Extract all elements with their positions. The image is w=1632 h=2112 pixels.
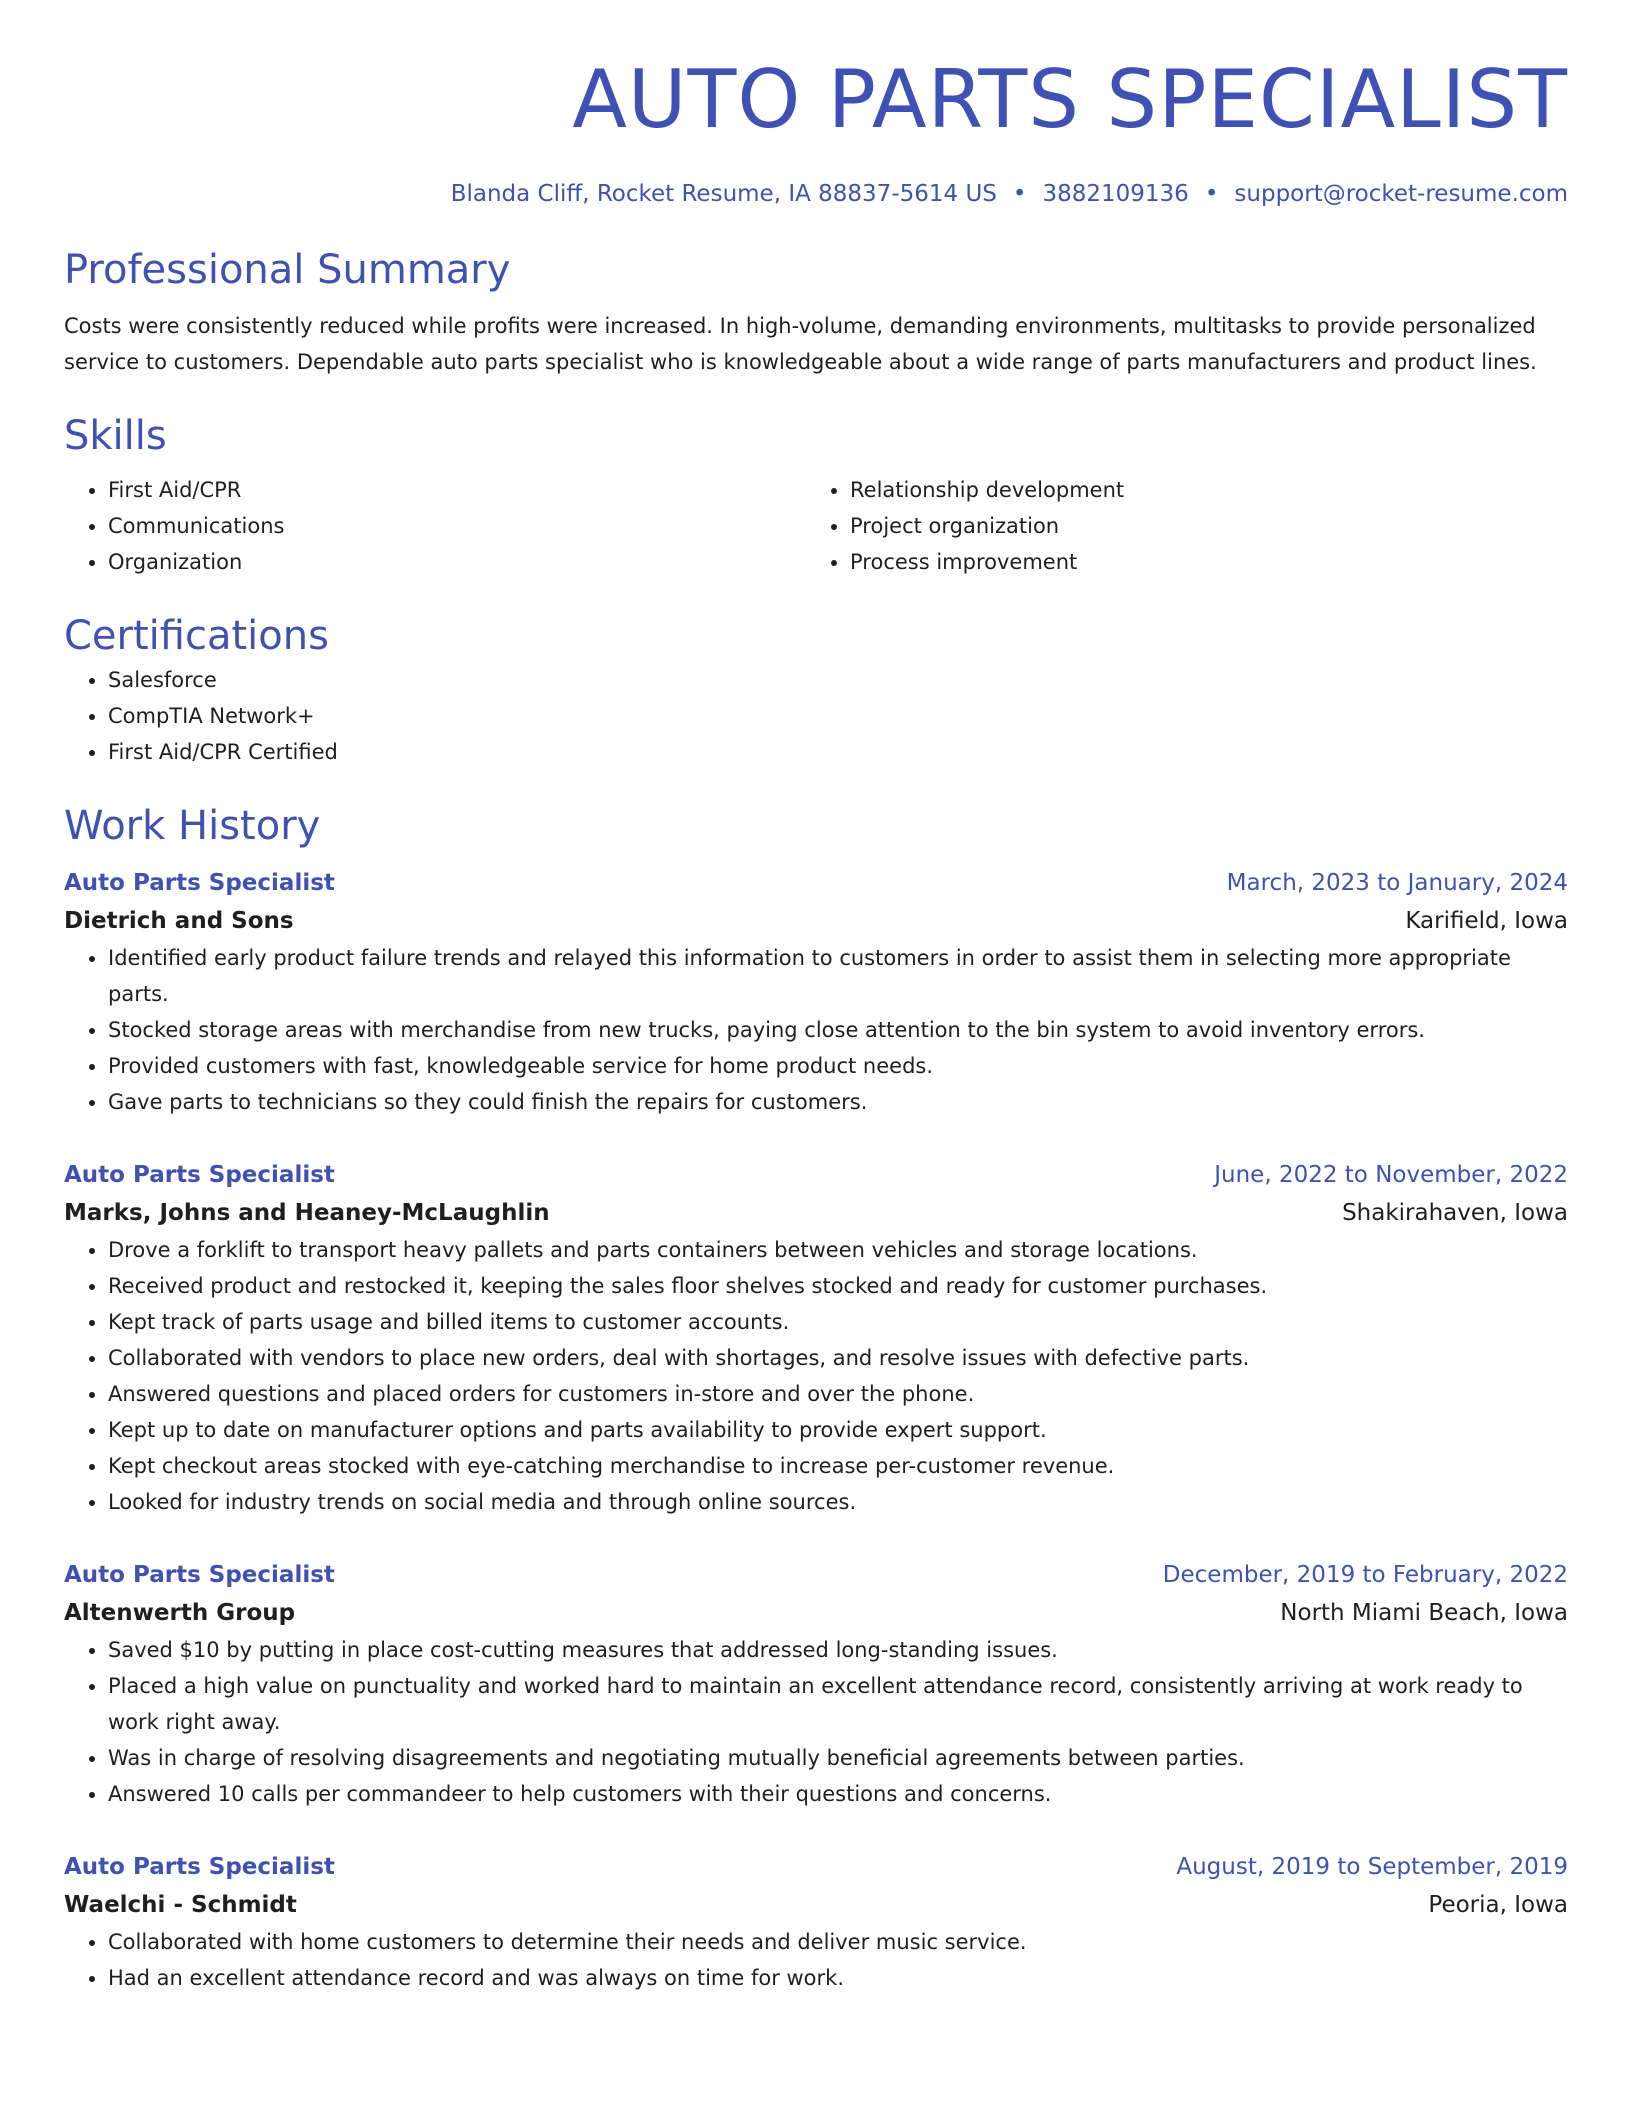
contact-address: Blanda Cliff, Rocket Resume, IA 88837-5614 US [450, 181, 997, 207]
job-bullet: • Stocked storage areas with merchandise from new trucks, paying close attention to the bin system to avoid inventory errors. [108, 1012, 1568, 1048]
skill-item: • First Aid/CPR [108, 472, 806, 508]
job-location: Karifield, Iowa [1405, 908, 1568, 934]
skills-heading: Skills [64, 413, 167, 459]
job-bullet: • Kept checkout areas stocked with eye-catching merchandise to increase per-customer revenue. [108, 1448, 1568, 1484]
skill-item: • Process improvement [850, 544, 1548, 580]
job-bullet: • Received product and restocked it, keeping the sales floor shelves stocked and ready for customer purchases. [108, 1268, 1568, 1304]
job-title-row [64, 864, 1568, 902]
contact-separator: • [1204, 181, 1219, 207]
contact-separator: • [1012, 181, 1027, 207]
job-bullet: • Kept track of parts usage and billed items to customer accounts. [108, 1304, 1568, 1340]
job-title-row [64, 1156, 1568, 1194]
certification-item: • Salesforce [108, 662, 1568, 698]
certifications-heading: Certifications [64, 613, 329, 659]
job-bullet: • Answered 10 calls per commandeer to help customers with their questions and concerns. [108, 1776, 1568, 1812]
skills-list-right [806, 472, 1548, 580]
job-dates: March, 2023 to January, 2024 [1226, 870, 1568, 896]
job-entry [64, 1156, 1568, 1520]
job-bullet-list [64, 1632, 1568, 1812]
contact-phone: 3882109136 [1042, 181, 1189, 207]
skills-column-right [806, 472, 1548, 580]
job-company-row [64, 902, 1568, 940]
skill-item: • Project organization [850, 508, 1548, 544]
job-company: Altenwerth Group [64, 1600, 296, 1626]
job-dates: December, 2019 to February, 2022 [1162, 1562, 1568, 1588]
job-company-row [64, 1886, 1568, 1924]
job-bullet: • Was in charge of resolving disagreements and negotiating mutually beneficial agreements between parties. [108, 1740, 1568, 1776]
job-title: Auto Parts Specialist [64, 1562, 335, 1588]
job-bullet: • Kept up to date on manufacturer options and parts availability to provide expert support. [108, 1412, 1568, 1448]
job-company: Dietrich and Sons [64, 908, 294, 934]
job-company: Waelchi - Schmidt [64, 1892, 297, 1918]
job-bullet: • Collaborated with home customers to determine their needs and deliver music service. [108, 1924, 1568, 1960]
job-bullet-list [64, 1924, 1568, 1996]
resume-title: AUTO PARTS SPECIALIST [572, 53, 1568, 146]
job-dates: June, 2022 to November, 2022 [1214, 1162, 1568, 1188]
job-location: North Miami Beach, Iowa [1280, 1600, 1568, 1626]
contact-email: support@rocket-resume.com [1234, 181, 1568, 207]
certification-item: • First Aid/CPR Certified [108, 734, 1568, 770]
job-title: Auto Parts Specialist [64, 870, 335, 896]
contact-line [64, 178, 1568, 210]
skill-item: • Organization [108, 544, 806, 580]
job-bullet: • Looked for industry trends on social media and through online sources. [108, 1484, 1568, 1520]
job-company-row [64, 1594, 1568, 1632]
certification-item: • CompTIA Network+ [108, 698, 1568, 734]
resume-page [64, 52, 1568, 1996]
job-bullet-list [64, 1232, 1568, 1520]
job-bullet-list [64, 940, 1568, 1120]
job-dates: August, 2019 to September, 2019 [1176, 1854, 1568, 1880]
summary-heading: Professional Summary [64, 247, 511, 293]
certifications-list [64, 662, 1568, 770]
job-entry [64, 864, 1568, 1120]
skills-list-left [64, 472, 806, 580]
job-bullet: • Saved $10 by putting in place cost-cutting measures that addressed long-standing issues. [108, 1632, 1568, 1668]
job-title: Auto Parts Specialist [64, 1162, 335, 1188]
job-title-row [64, 1848, 1568, 1886]
skill-item: • Relationship development [850, 472, 1548, 508]
job-bullet: • Drove a forklift to transport heavy pallets and parts containers between vehicles and storage locations. [108, 1232, 1568, 1268]
job-bullet: • Had an excellent attendance record and was always on time for work. [108, 1960, 1568, 1996]
job-entry [64, 1556, 1568, 1812]
job-entry [64, 1848, 1568, 1996]
job-bullet: • Placed a high value on punctuality and worked hard to maintain an excellent attendance record, consistently arriving at work ready to work right away. [108, 1668, 1568, 1740]
skill-item: • Communications [108, 508, 806, 544]
job-bullet: • Collaborated with vendors to place new orders, deal with shortages, and resolve issues with defective parts. [108, 1340, 1568, 1376]
skills-grid [64, 472, 1568, 580]
summary-text: Costs were consistently reduced while profits were increased. In high-volume, demanding environments, multitasks to provide personalized service to customers. Dependable auto parts specialist who is knowledgeable about a wide range of parts manufacturers and product lines. [64, 314, 1537, 374]
job-bullet: • Identified early product failure trends and relayed this information to customers in order to assist them in selecting more appropriate parts. [108, 940, 1568, 1012]
job-bullet: • Provided customers with fast, knowledgeable service for home product needs. [108, 1048, 1568, 1084]
job-title-row [64, 1556, 1568, 1594]
job-bullet: • Gave parts to technicians so they could finish the repairs for customers. [108, 1084, 1568, 1120]
work-history-heading: Work History [64, 803, 321, 849]
job-location: Peoria, Iowa [1428, 1892, 1568, 1918]
job-location: Shakirahaven, Iowa [1342, 1200, 1568, 1226]
job-title: Auto Parts Specialist [64, 1854, 335, 1880]
skills-column-left [64, 472, 806, 580]
job-bullet: • Answered questions and placed orders for customers in-store and over the phone. [108, 1376, 1568, 1412]
job-company-row [64, 1194, 1568, 1232]
job-company: Marks, Johns and Heaney-McLaughlin [64, 1200, 550, 1226]
